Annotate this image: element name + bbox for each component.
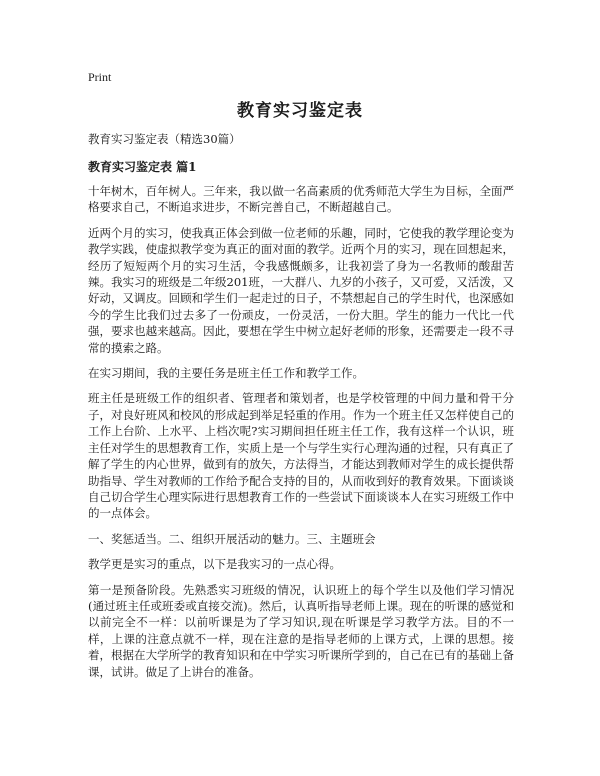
paragraph: 在实习期间，我的主要任务是班主任工作和教学工作。 <box>88 366 364 381</box>
document-subtitle: 教育实习鉴定表（精选30篇） <box>88 132 241 146</box>
paragraph: 班主任是班级工作的组织者、管理者和策划者，也是学校管理的中间力量和骨干分子，对良好班风和校风的形成起到举足轻重的作用。作为一个班主任又怎样使自己的工作上台阶、上水平、上档次呢?实习期间担任班主任工作，我有这样一个认识，班主任对学生的思想教育工作，实质上是一个与学生实行心理沟通的过程，只有真正了解了学生的内心世界，做到有的放矢，方法得当，才能达到教师对学生的成长提供帮助指导、学生对教师的工作给予配合支持的目的，从而收到好的教育效果。下面谈谈自己切合学生心理实际进行思想教育工作的一些尝试下面谈谈本人在实习班级工作中的一点体会。 <box>88 391 514 521</box>
section-heading: 教育实习鉴定表 篇1 <box>88 160 197 174</box>
paragraph: 近两个月的实习，使我真正体会到做一位老师的乐趣，同时，它使我的教学理论变为教学实践，使虚拟教学变为真正的面对面的教学。近两个月的实习，现在回想起来，经历了短短两个月的实习生活，令我感慨颇多，让我初尝了身为一名教师的酸甜苦辣。我实习的班级是二年级201班，一大群八、九岁的小孩子，又可爱，又活泼，又好动，又调皮。回顾和学生们一起走过的日子，不禁想起自己的学生时代，也深感如今的学生比我们过去多了一份顽皮，一份灵活，一份大胆。学生的能力一代比一代强，要求也越来越高。因此，要想在学生中树立起好老师的形象，还需要走一段不寻常的摸索之路。 <box>88 225 514 355</box>
paragraph: 教学更是实习的重点，以下是我实习的一点心得。 <box>88 557 341 572</box>
document-body <box>88 183 514 689</box>
paragraph: 十年树木，百年树人。三年来，我以做一名高素质的优秀师范大学生为目标，全面严格要求自己，不断追求进步，不断完善自己，不断超越自己。 <box>88 184 514 215</box>
print-label[interactable]: Print <box>88 70 112 84</box>
paragraph: 第一是预备阶段。先熟悉实习班级的情况，认识班上的每个学生以及他们学习情况(通过班主任或班委或直接交流)。然后，认真听指导老师上课。现在的听课的感觉和以前完全不一样：以前听课是为了学习知识,现在听课是学习教学方法。目的不一样，上课的注意点就不一样，现在注意的是指导老师的上课方式，上课的思想。接着，根据在大学所学的教育知识和在中学实习听课所学到的，自己在已有的基础上备课，试讲。做足了上讲台的准备。 <box>88 582 514 679</box>
paragraph: 一、奖惩适当。二、组织开展活动的魅力。三、主题班会 <box>88 531 376 546</box>
page-title: 教育实习鉴定表 <box>237 101 363 121</box>
